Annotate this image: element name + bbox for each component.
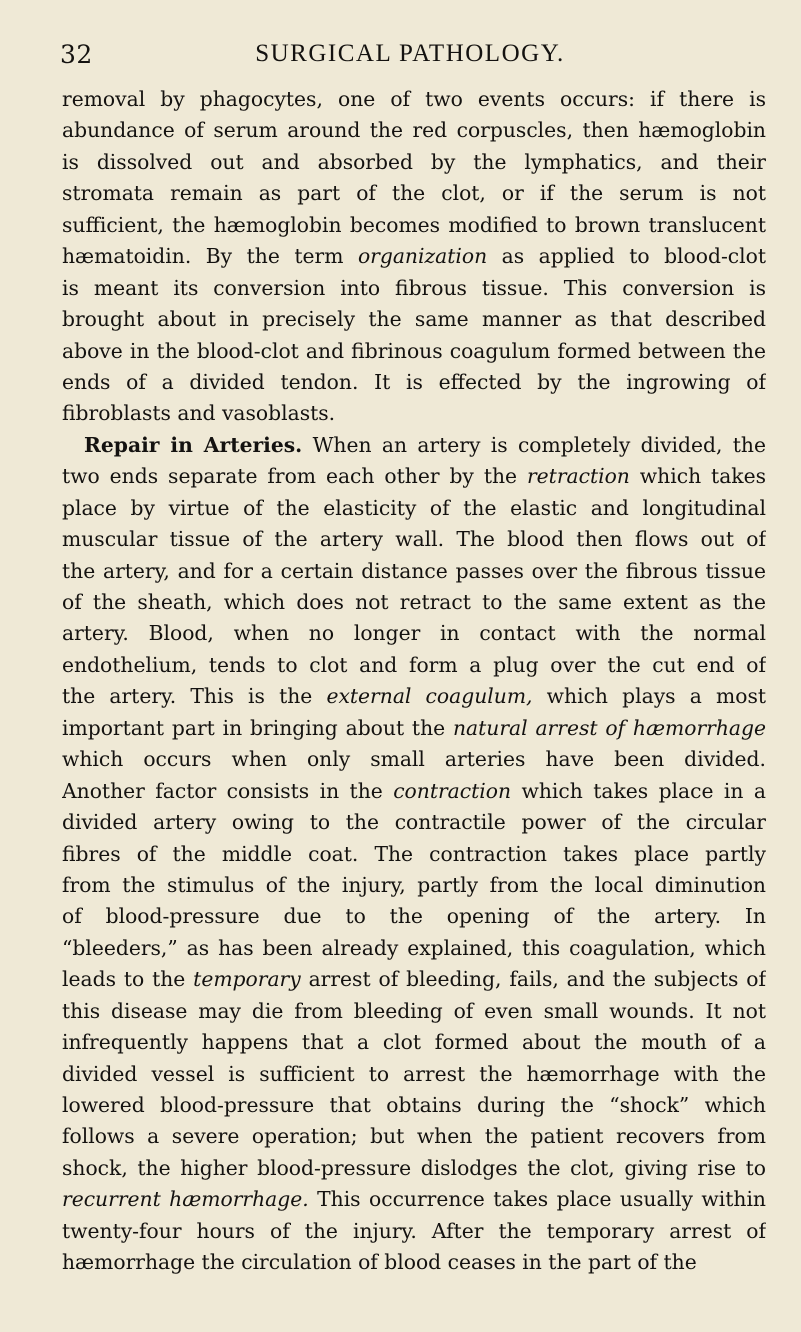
text-run: from the stimulus of the injury, partly from the local diminution: [62, 872, 766, 897]
text-run: the artery. This is the: [62, 684, 327, 709]
text-line: [62, 713, 766, 744]
italic-text: natural arrest of hæmorrhage: [452, 715, 766, 740]
text-line: [62, 587, 766, 618]
text-run: divided vessel is sufficient to arrest the hæmorrhage with the: [62, 1061, 766, 1086]
text-run: divided artery owing to the contractile power of the circular: [62, 810, 766, 835]
text-line: [62, 336, 766, 367]
text-line: [62, 1247, 766, 1278]
text-run: place by virtue of the elasticity of the elastic and longitudinal: [62, 495, 766, 520]
text-line: [62, 367, 766, 398]
text-line: [62, 115, 766, 146]
text-run: hæmatoidin. By the term: [62, 244, 358, 269]
text-run: lowered blood-pressure that obtains during the “shock” which: [62, 1093, 766, 1117]
text-line: [62, 1184, 766, 1215]
text-run: hæmorrhage the circulation of blood ceases in the part of the: [62, 1250, 697, 1275]
text-line: [62, 650, 766, 681]
running-head: SURGICAL PATHOLOGY.: [255, 40, 565, 67]
text-run: Another factor consists in the: [62, 778, 394, 803]
text-run: which occurs when only small arteries have been divided.: [62, 747, 766, 772]
text-run: leads to the: [62, 967, 194, 992]
text-line: [62, 1153, 766, 1184]
text-line: [62, 430, 766, 461]
body-text: [62, 84, 766, 1279]
page-header: [60, 40, 760, 80]
text-run: endothelium, tends to clot and form a plug over the cut end of: [62, 652, 766, 677]
italic-text: temporary: [193, 967, 301, 992]
text-line: [62, 964, 766, 995]
text-line: [62, 1059, 766, 1090]
italic-text: recurrent hæmorrhage.: [62, 1187, 309, 1212]
text-run: fibres of the middle coat. The contraction takes place partly: [62, 841, 766, 866]
text-line: [62, 1027, 766, 1058]
text-run: arrest of bleeding, fails, and the subjects of: [300, 967, 766, 992]
text-run: infrequently happens that a clot formed about the mouth of a: [62, 1030, 766, 1055]
text-run: is meant its conversion into fibrous tissue. This conversion is: [62, 275, 766, 300]
text-line: [62, 618, 766, 649]
text-line: [62, 839, 766, 870]
text-run: is dissolved out and absorbed by the lymphatics, and their: [62, 149, 766, 174]
italic-text: organization: [357, 244, 488, 269]
text-run: twenty-four hours of the injury. After the temporary arrest of: [62, 1218, 766, 1243]
text-run: muscular tissue of the artery wall. The blood then flows out of: [62, 527, 766, 552]
text-line: [62, 556, 766, 587]
bold-heading: Repair in Arteries.: [84, 432, 303, 457]
text-line: [62, 901, 766, 932]
text-line: [62, 933, 766, 964]
text-run: as applied to blood-clot: [487, 244, 766, 269]
text-line: [62, 776, 766, 807]
italic-text: external coagulum,: [326, 684, 533, 709]
text-line: [62, 870, 766, 901]
text-line: [62, 1121, 766, 1152]
text-run: the artery, and for a certain distance passes over the fibrous tissue: [62, 558, 766, 583]
text-run: “bleeders,” as has been already explained, this coagulation, which: [62, 935, 766, 960]
text-run: When an artery is completely divided, the: [302, 432, 766, 457]
text-run: which plays a most: [532, 684, 766, 709]
page-number: 32: [60, 40, 93, 69]
text-run: which takes place in a: [511, 778, 766, 803]
text-run: important part in bringing about the: [62, 715, 453, 740]
text-line: [62, 210, 766, 241]
text-run: of blood-pressure due to the opening of the artery. In: [62, 904, 766, 929]
text-run: artery. Blood, when no longer in contact with the normal: [62, 621, 766, 646]
text-run: sufficient, the hæmoglobin becomes modified to brown translucent: [62, 212, 766, 237]
text-line: [62, 1216, 766, 1247]
text-run: two ends separate from each other by the: [62, 464, 527, 489]
text-line: [62, 493, 766, 524]
text-run: brought about in precisely the same manner as that described: [62, 307, 766, 332]
italic-text: contraction: [393, 778, 512, 803]
text-run: above in the blood-clot and fibrinous coagulum formed between the: [62, 338, 766, 363]
text-line: [62, 524, 766, 555]
text-run: This occurrence takes place usually within: [308, 1187, 766, 1212]
text-run: fibroblasts and vasoblasts.: [62, 401, 336, 426]
text-line: [62, 84, 766, 115]
text-line: [62, 241, 766, 272]
text-line: [62, 178, 766, 209]
text-run: which takes: [629, 464, 766, 489]
text-line: [62, 398, 766, 429]
text-line: [62, 304, 766, 335]
text-line: [62, 273, 766, 304]
text-line: [62, 996, 766, 1027]
text-run: shock, the higher blood-pressure dislodges the clot, giving rise to: [62, 1155, 766, 1180]
text-run: of the sheath, which does not retract to the same extent as the: [62, 590, 766, 614]
text-run: stromata remain as part of the clot, or if the serum is not: [62, 181, 766, 206]
text-line: [62, 147, 766, 178]
text-run: removal by phagocytes, one of two events occurs: if there is: [62, 87, 766, 111]
text-run: ends of a divided tendon. It is effected by the ingrowing of: [62, 369, 766, 394]
text-line: [62, 461, 766, 492]
text-line: [62, 744, 766, 775]
text-line: [62, 807, 766, 838]
italic-text: retraction: [526, 464, 630, 489]
text-line: [62, 681, 766, 712]
text-run: this disease may die from bleeding of even small wounds. It not: [62, 998, 766, 1023]
text-line: [62, 1090, 766, 1121]
text-run: follows a severe operation; but when the patient recovers from: [62, 1124, 766, 1149]
text-run: abundance of serum around the red corpuscles, then hæmoglobin: [62, 118, 766, 143]
